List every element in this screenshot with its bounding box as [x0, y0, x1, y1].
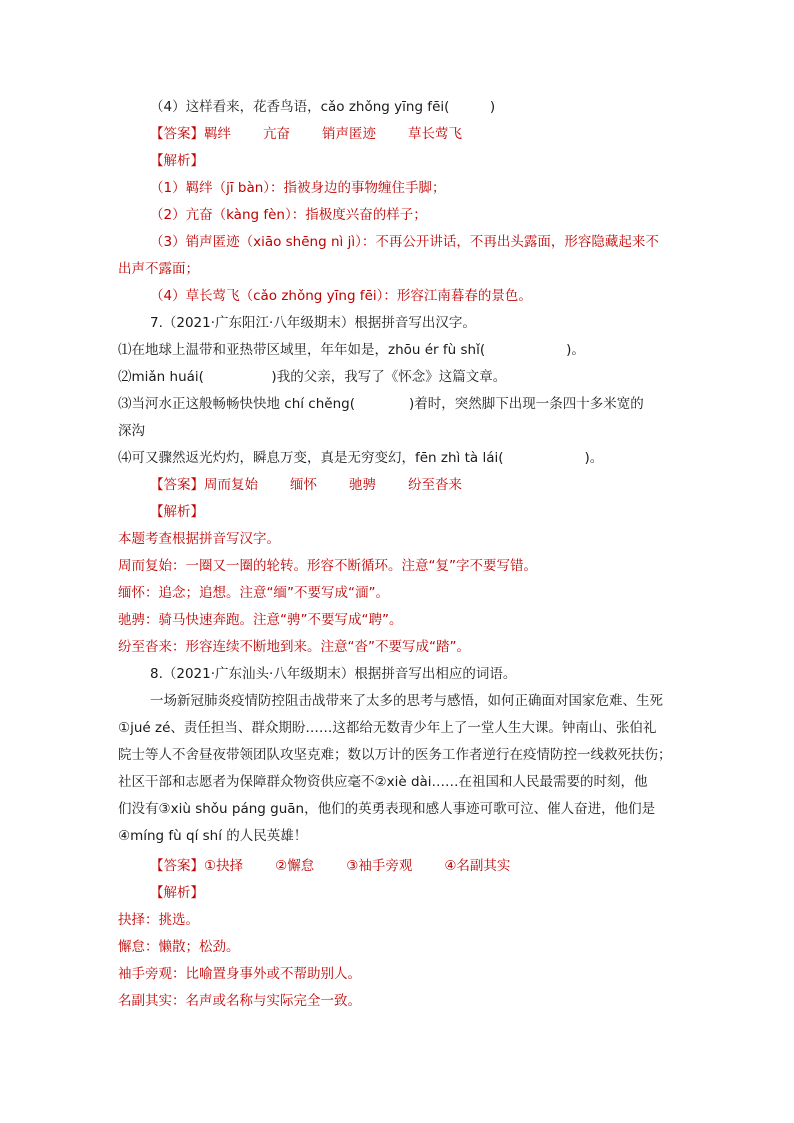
q7-title: 7.（2021·广东阳江·八年级期末）根据拼音写出汉字。: [150, 315, 476, 331]
q8-passage-line: 一场新冠肺炎疫情防控阻击战带来了太多的思考与感悟，如何正确面对国家危难、生死: [150, 693, 663, 709]
q6-answer-row: [150, 124, 494, 144]
analysis-line: （3）销声匿迹（xiāo shēng nì jì）：不再公开讲话，不再出头露面，形容隐藏起来不: [150, 234, 659, 250]
q8-answer-row: [150, 856, 542, 876]
analysis-line: 本题考查根据拼音写汉字。: [118, 531, 280, 547]
analysis-line: 出声不露面；: [118, 261, 199, 277]
answer-item: 羁绊: [204, 126, 231, 142]
analysis-label: 【解析】: [150, 885, 204, 901]
analysis-line: 懈怠：懒散；松劲。: [118, 939, 240, 955]
q7-answer-row: [150, 475, 494, 495]
answer-item: ①抉择: [204, 858, 244, 874]
q8-passage-line: 院士等人不舍昼夜带领团队攻坚克难；数以万计的医务工作者逆行在疫情防控一线救死扶伤；: [118, 747, 672, 763]
q8-passage-line: 们没有③xiù shǒu páng guān，他们的英勇表现和感人事迹可歌可泣、催人奋进，他们是: [118, 801, 656, 817]
answer-item: 缅怀: [290, 477, 317, 493]
analysis-label: 【解析】: [150, 504, 204, 520]
answer-item: 纷至沓来: [408, 477, 462, 493]
answer-label: 【答案】: [150, 858, 204, 874]
analysis-line: 袖手旁观：比喻置身事外或不帮助别人。: [118, 966, 361, 982]
answer-item: 销声匿迹: [322, 126, 376, 142]
q8-title: 8.（2021·广东汕头·八年级期末）根据拼音写出相应的词语。: [150, 666, 517, 682]
q6-item-4: （4）这样看来，花香鸟语，cǎo zhǒng yīng fēi( ): [150, 99, 496, 115]
q7-item-1: ⑴在地球上温带和亚热带区域里，年年如是，zhōu ér fù shǐ( )。: [118, 342, 585, 358]
q7-item-2: ⑵miǎn huái( )我的父亲，我写了《怀念》这篇文章。: [118, 369, 507, 385]
analysis-line: 名副其实：名声或名称与实际完全一致。: [118, 993, 361, 1009]
q8-passage-line: ①jué zé、责任担当、群众期盼……这都给无数青少年上了一堂人生大课。钟南山、张伯礼: [118, 720, 657, 736]
answer-item: 草长莺飞: [408, 126, 462, 142]
q7-item-3: ⑶当河水正这般畅畅快快地 chí chěng( )着时，突然脚下出现一条四十多米宽的: [118, 396, 644, 412]
q7-item-3-cont: 深沟: [118, 423, 145, 439]
q8-passage-line: ④míng fù qí shí 的人民英雄！: [118, 828, 308, 844]
analysis-line: 周而复始：一圈又一圈的轮转。形容不断循环。注意“复”字不要写错。: [118, 558, 537, 574]
answer-item: ④名副其实: [444, 858, 511, 874]
answer-item: ③袖手旁观: [346, 858, 413, 874]
answer-label: 【答案】: [150, 126, 204, 142]
answer-item: 亢奋: [263, 126, 290, 142]
analysis-line: 缅怀：追念；追想。注意“缅”不要写成“湎”。: [118, 585, 389, 601]
answer-label: 【答案】: [150, 477, 204, 493]
answer-item: ②懈怠: [275, 858, 315, 874]
q7-item-4: ⑷可又骤然返光灼灼，瞬息万变，真是无穷变幻，fēn zhì tà lái( )。: [118, 450, 604, 466]
analysis-line: 纷至沓来：形容连续不断地到来。注意“沓”不要写成“踏”。: [118, 639, 470, 655]
analysis-line: （2）亢奋（kàng fèn）：指极度兴奋的样子；: [150, 207, 427, 223]
analysis-line: （1）羁绊（jī bàn）：指被身边的事物缠住手脚；: [150, 180, 446, 196]
analysis-line: 驰骋：骑马快速奔跑。注意“骋”不要写成“聘”。: [118, 612, 403, 628]
answer-item: 驰骋: [349, 477, 376, 493]
answer-item: 周而复始: [204, 477, 258, 493]
analysis-label: 【解析】: [150, 153, 204, 169]
analysis-line: （4）草长莺飞（cǎo zhǒng yīng fēi）：形容江南暮春的景色。: [150, 288, 532, 304]
analysis-line: 抉择：挑选。: [118, 912, 199, 928]
q8-passage-line: 社区干部和志愿者为保障群众物资供应毫不②xiè dài……在祖国和人民最需要的时刻，他: [118, 774, 648, 790]
